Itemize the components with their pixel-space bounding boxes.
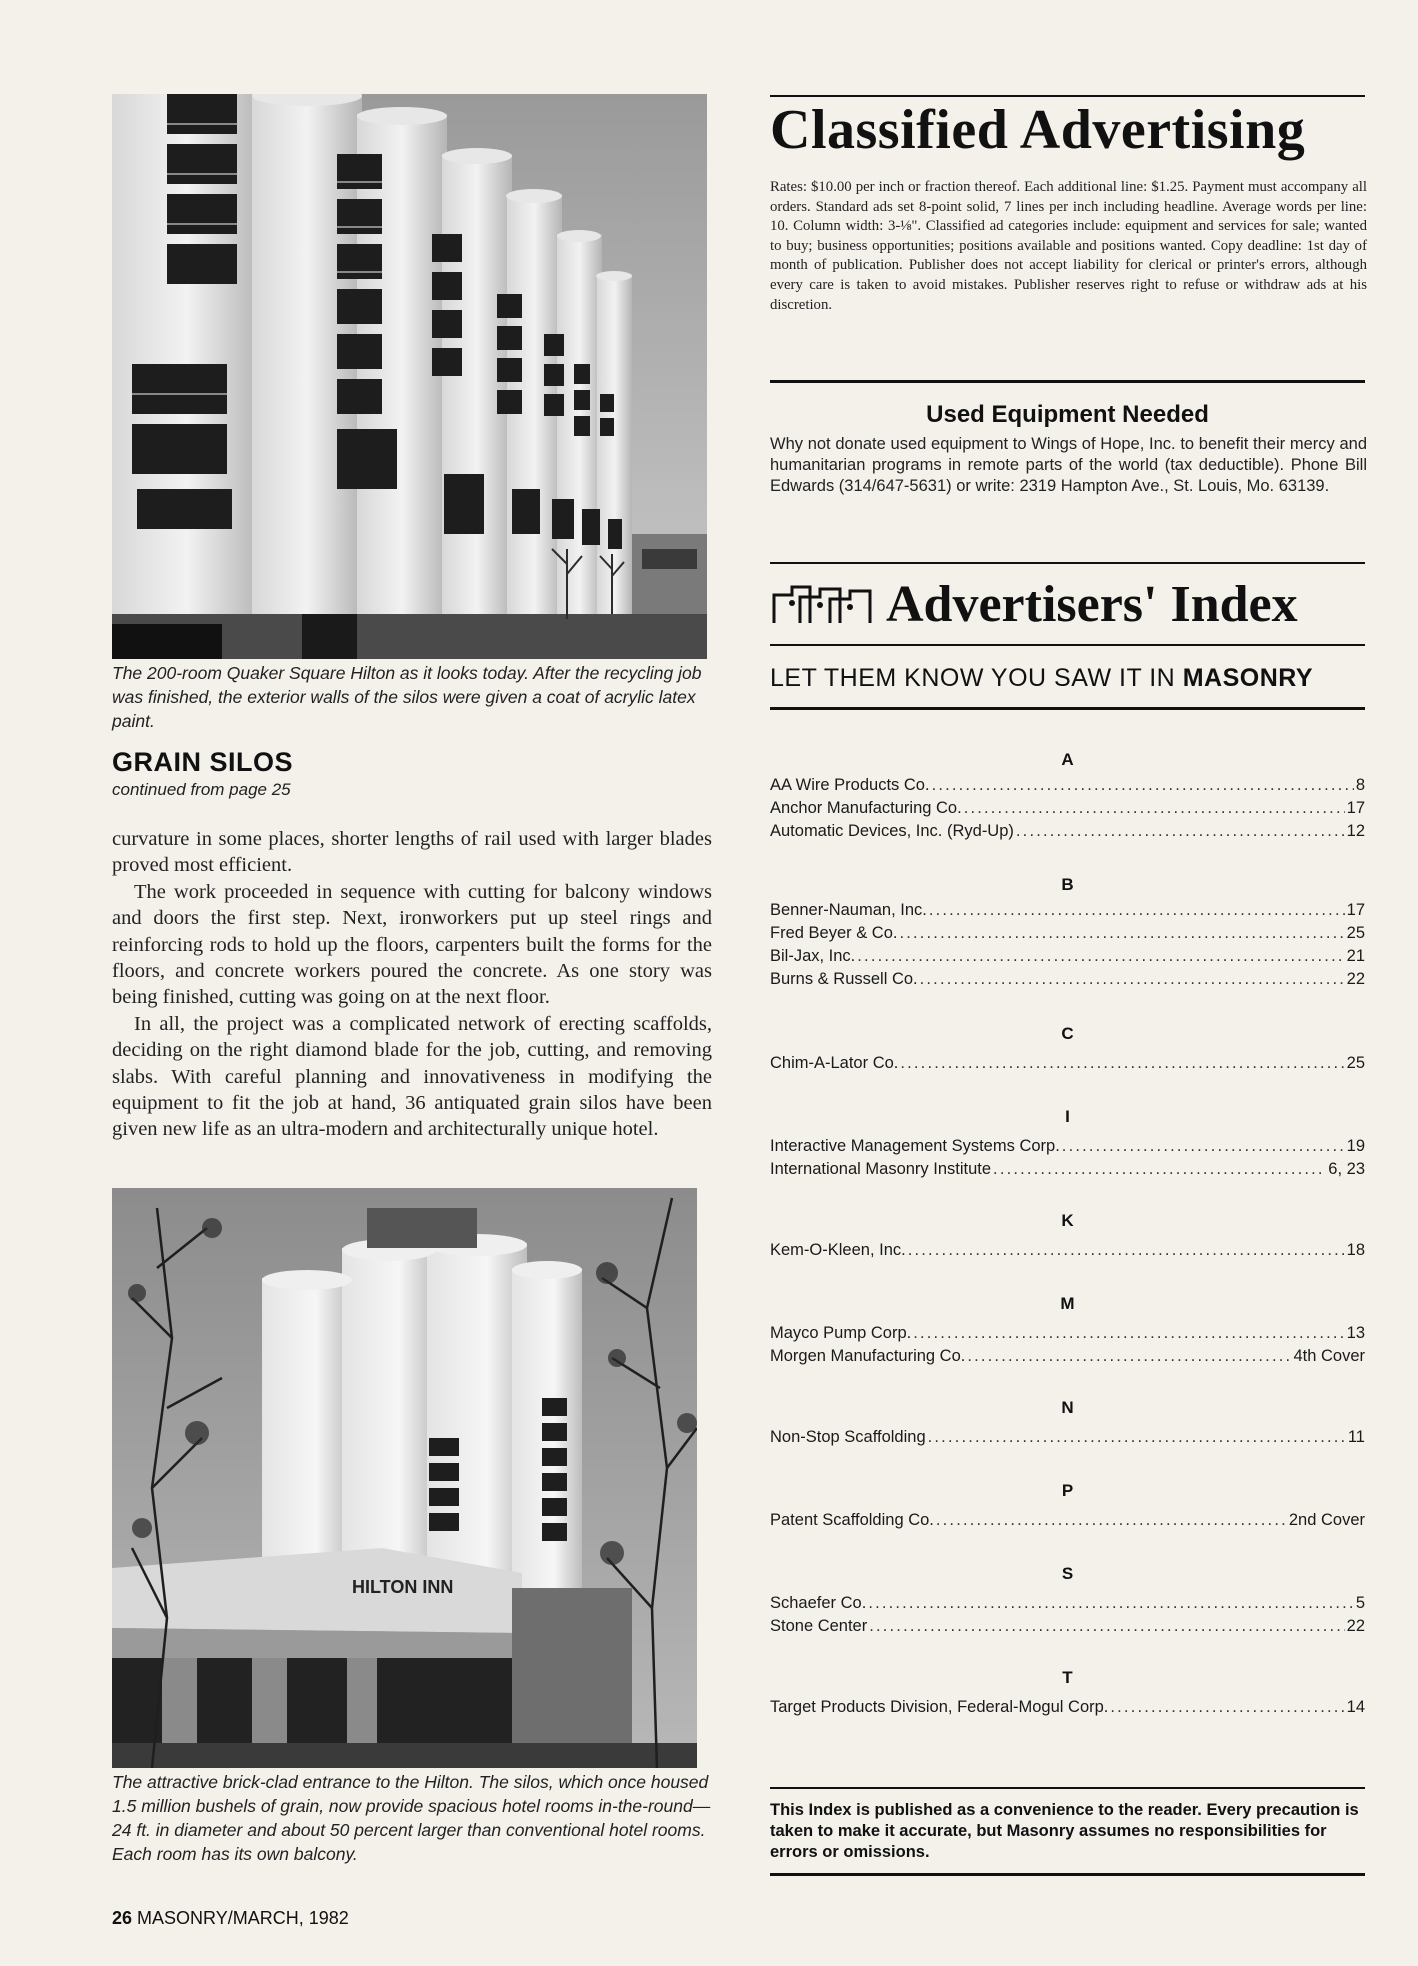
index-tagline [770, 664, 1313, 693]
advertiser-name: Patent Scaffolding Co. [770, 1511, 934, 1529]
article-paragraph: In all, the project was a complicated network of erecting scaffolds, deciding on the right diamond blade for the job, cutting, and removing slabs. With careful planning and innovativeness in modifying the equipment to fit the job at hand, 36 antiquated grain silos have been given new life as an ultra-modern and architecturally unique hotel. [112, 1012, 712, 1141]
index-entry [770, 1239, 1365, 1262]
index-disclaimer: This Index is published as a convenience to the reader. Every precaution is taken to make it accurate, but Masonry assumes no responsibilities for errors or omissions. [770, 1801, 1359, 1861]
advertiser-name: Target Products Division, Federal-Mogul Corp. [770, 1698, 1109, 1716]
index-entry [770, 1509, 1365, 1532]
advertiser-name: Non-Stop Scaffolding [770, 1428, 926, 1446]
classified-heading: Classified Advertising [770, 99, 1306, 161]
index-entry [770, 1426, 1365, 1449]
article-title: GRAIN SILOS [112, 747, 294, 777]
index-entry [770, 1696, 1365, 1719]
disclaimer-bottom-rule [770, 1873, 1365, 1876]
leader-dots [1062, 1135, 1345, 1158]
leader-dots [967, 1345, 1291, 1368]
index-entry [770, 899, 1365, 922]
page-reference: 22 [1346, 1617, 1365, 1635]
article-paragraph: curvature in some places, shorter lengths of rail used with larger blades proved most efficient. [112, 828, 712, 877]
index-group-n [770, 1394, 1365, 1449]
advertiser-name: Burns & Russell Co. [770, 970, 918, 988]
page-reference: 18 [1346, 1241, 1365, 1259]
index-letter: N [1061, 1398, 1074, 1417]
leader-dots [1110, 1696, 1344, 1719]
photo-hotel-silos [112, 94, 707, 659]
article-body [112, 826, 712, 1143]
silo-tower-illustration [112, 94, 707, 659]
leader-dots [964, 797, 1345, 820]
leader-dots [869, 1615, 1344, 1638]
index-heading [770, 570, 1298, 640]
advertiser-name: Schaefer Co. [770, 1594, 867, 1612]
index-entry [770, 968, 1365, 991]
index-title-rule [770, 644, 1365, 646]
index-letter: P [1061, 1481, 1074, 1500]
page-reference: 13 [1346, 1324, 1365, 1342]
leader-dots [908, 1239, 1345, 1262]
leader-dots [913, 1322, 1344, 1345]
index-title: Advertisers' Index [886, 576, 1298, 633]
index-entry [770, 820, 1365, 843]
page-reference: 25 [1346, 1054, 1365, 1072]
advertiser-name: AA Wire Products Co. [770, 776, 930, 794]
tagline-text: LET THEM KNOW YOU SAW IT IN [770, 664, 1176, 692]
index-letter: M [1060, 1294, 1075, 1313]
article-paragraph: The work proceeded in sequence with cutting for balcony windows and doors the first step. Next, ironworkers put up steel rings and reinforcing rods to hold up the floors, carpenters built the forms for the floors, and concrete workers poured the concrete. As one story was being finished, cutting was going on at the next floor. [112, 880, 712, 1009]
classified-ad-text: Why not donate used equipment to Wings of Hope, Inc. to benefit their mercy and humanitarian programs in remote parts of the world (tax deductible). Phone Bill Edwards (314/647-5631) or write: 2319 Hampton Ave., St. Louis, Mo. 63139. [770, 435, 1367, 495]
page-reference: 22 [1346, 970, 1365, 988]
index-group-c [770, 1020, 1365, 1075]
index-group-a [770, 746, 1365, 843]
page-reference: 5 [1355, 1594, 1365, 1612]
page-reference: 6, 23 [1328, 1160, 1365, 1178]
article-continued-note: continued from page 25 [112, 780, 291, 799]
index-group-m [770, 1290, 1365, 1368]
classified-ad-title: Used Equipment Needed [926, 401, 1209, 428]
classified-top-rule [770, 95, 1365, 97]
page-reference: 11 [1347, 1428, 1365, 1446]
leader-dots [932, 774, 1354, 797]
index-group-t [770, 1664, 1365, 1719]
hilton-sign-text: HILTON INN [352, 1577, 454, 1597]
advertiser-name: Chim-A-Lator Co. [770, 1054, 899, 1072]
leader-dots [868, 1592, 1354, 1615]
index-entry [770, 1345, 1365, 1368]
index-letter: I [1065, 1107, 1070, 1126]
page-reference: 14 [1346, 1698, 1365, 1716]
index-letter: B [1061, 875, 1074, 894]
leader-dots [929, 899, 1345, 922]
page-reference: 4th Cover [1293, 1347, 1365, 1365]
page-reference: 12 [1346, 822, 1365, 840]
leader-dots [920, 968, 1345, 991]
index-entry [770, 1592, 1365, 1615]
page-reference: 8 [1355, 776, 1365, 794]
index-letter: A [1061, 750, 1074, 769]
index-entry [770, 774, 1365, 797]
leader-dots [857, 945, 1344, 968]
index-entry [770, 1615, 1365, 1638]
advertiser-name: Fred Beyer & Co. [770, 924, 898, 942]
leader-dots [899, 922, 1344, 945]
index-group-b [770, 871, 1365, 991]
index-entry [770, 1135, 1365, 1158]
column-divider [745, 95, 746, 1875]
photo-hilton-entrance [112, 1188, 697, 1768]
advertiser-name: Mayco Pump Corp. [770, 1324, 912, 1342]
advertiser-name: Interactive Management Systems Corp. [770, 1137, 1060, 1155]
page-footer [112, 1908, 349, 1929]
index-top-rule [770, 562, 1365, 564]
advertiser-name: Morgen Manufacturing Co. [770, 1347, 966, 1365]
photo1-caption: The 200-room Quaker Square Hilton as it looks today. After the recycling job was finished, the exterior walls of the silos were given a coat of acrylic latex paint. [112, 663, 702, 731]
page-reference: 2nd Cover [1288, 1511, 1365, 1529]
index-letter: S [1061, 1564, 1074, 1583]
index-letter: K [1061, 1211, 1074, 1230]
index-group-p [770, 1477, 1365, 1532]
hilton-entrance-illustration [112, 1188, 697, 1768]
index-entry [770, 1322, 1365, 1345]
tagline-brand: MASONRY [1182, 664, 1314, 692]
index-letter: T [1062, 1668, 1073, 1687]
megaphone-logo-icon [770, 583, 880, 627]
leader-dots [928, 1426, 1346, 1449]
classified-bottom-rule [770, 380, 1365, 383]
page-number: 26 [112, 1908, 133, 1928]
index-letter: C [1061, 1024, 1074, 1043]
classified-rates: Rates: $10.00 per inch or fraction thereof. Each additional line: $1.25. Payment must accompany all orders. Standard ads set 8-point solid, 7 lines per inch including headline. Average words per line: 10. Column width: 3-⅛". Classified ad categories include: equipment and services for sale; wanted to buy; business opportunities; positions available and positions wanted. Copy deadline: 1st day of month of publication. Publisher does not accept liability for clerical or printer's errors, although every care is taken to avoid mistakes. Publisher reserves right to refuse or withdraw ads at his discretion. [770, 179, 1367, 313]
index-group-k [770, 1207, 1365, 1262]
page-reference: 21 [1346, 947, 1365, 965]
tagline-rule [770, 707, 1365, 710]
index-group-i [770, 1103, 1365, 1181]
page-reference: 17 [1346, 799, 1365, 817]
index-group-s [770, 1560, 1365, 1638]
index-entry [770, 922, 1365, 945]
advertiser-name: International Masonry Institute [770, 1160, 992, 1178]
leader-dots [900, 1052, 1344, 1075]
index-entry [770, 797, 1365, 820]
advertiser-name: Bil-Jax, Inc. [770, 947, 856, 965]
index-entry [770, 1158, 1365, 1181]
advertiser-name: Stone Center [770, 1617, 868, 1635]
advertiser-name: Automatic Devices, Inc. (Ryd-Up) [770, 822, 1014, 840]
index-entry [770, 1052, 1365, 1075]
index-entry [770, 945, 1365, 968]
page-reference: 17 [1346, 901, 1365, 919]
advertiser-name: Anchor Manufacturing Co. [770, 799, 962, 817]
page-reference: 19 [1346, 1137, 1365, 1155]
publication-date: MASONRY/MARCH, 1982 [137, 1908, 349, 1928]
photo2-caption: The attractive brick-clad entrance to the Hilton. The silos, which once housed 1.5 million bushels of grain, now provide spacious hotel rooms in-the-round—24 ft. in diameter and about 50 percent larger than conventional hotel rooms. Each room has its own balcony. [112, 1772, 711, 1864]
advertiser-name: Kem-O-Kleen, Inc. [770, 1241, 906, 1259]
leader-dots [936, 1509, 1287, 1532]
disclaimer-top-rule [770, 1787, 1365, 1789]
page-reference: 25 [1346, 924, 1365, 942]
leader-dots [1016, 820, 1345, 843]
leader-dots [993, 1158, 1326, 1181]
advertiser-name: Benner-Nauman, Inc. [770, 901, 927, 919]
